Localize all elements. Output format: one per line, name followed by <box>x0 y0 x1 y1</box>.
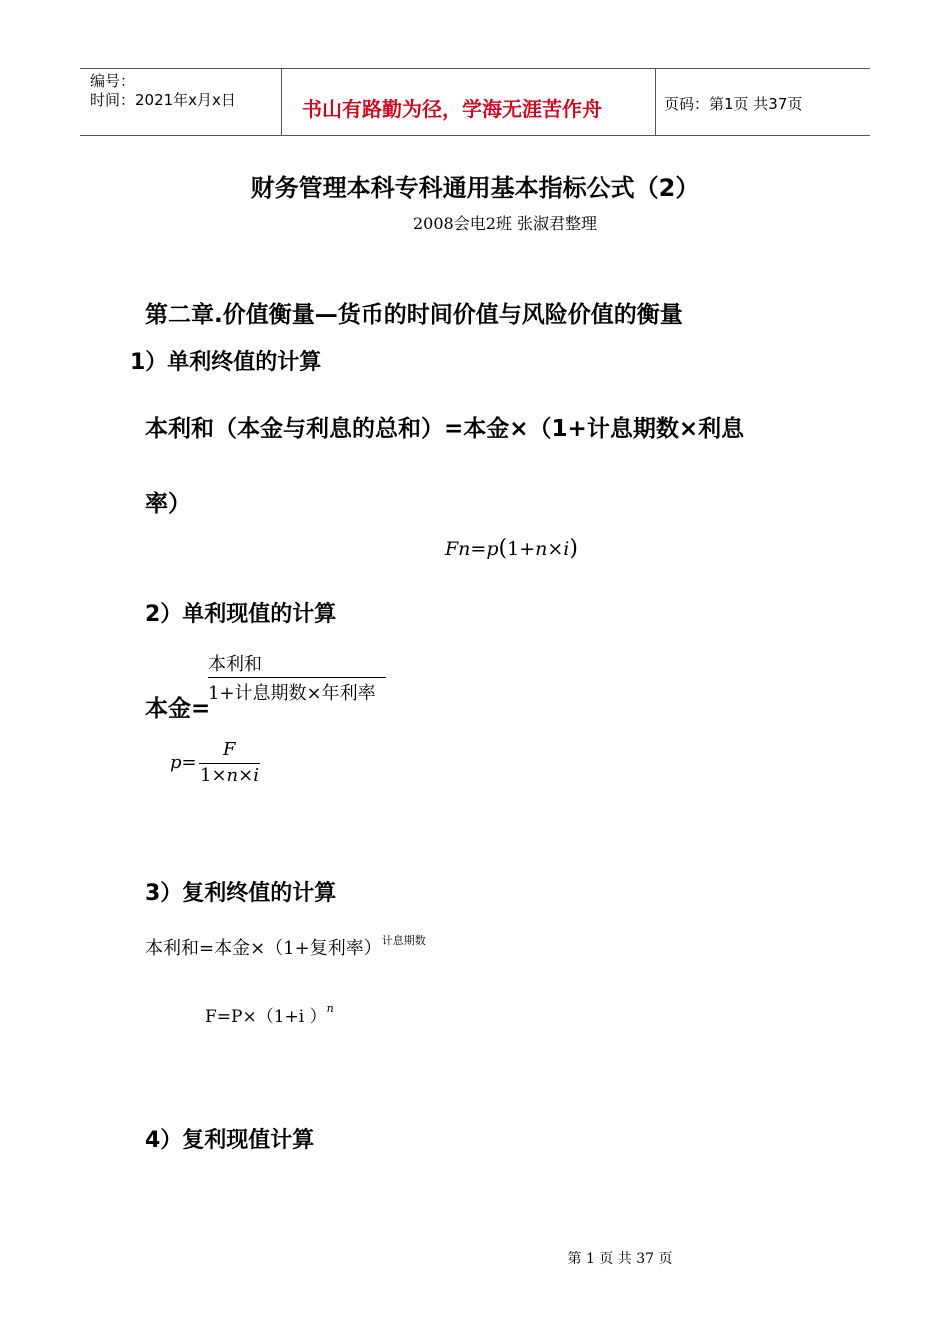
formula-rparen: ) <box>569 536 578 561</box>
formula-compound-superscript: n <box>326 1002 334 1015</box>
fraction-principal-bar <box>208 677 386 678</box>
formula-denom-i: i <box>253 765 259 786</box>
footer-page-number: 第 1 页 共 37 页 <box>567 1251 673 1267</box>
section-1-text-line2: 率） <box>145 491 191 517</box>
formula-lhs-fn: Fn <box>445 538 471 560</box>
header-top-border <box>80 68 870 69</box>
chapter-heading: 第二章.价值衡量—货币的时间价值与风险价值的衡量 <box>145 302 683 328</box>
header-number-label: 编号： <box>90 72 136 90</box>
formula-denom-one-times: 1× <box>200 765 227 786</box>
formula-one-plus: 1+ <box>507 538 536 560</box>
formula-present-bar <box>199 763 260 764</box>
formula-i: i <box>563 538 570 560</box>
formula-simple-future-value <box>445 536 578 561</box>
formula-lparen: ( <box>498 536 508 561</box>
section-4-heading: 4）复利现值计算 <box>145 1128 315 1153</box>
formula-times: × <box>547 538 564 560</box>
formula-present-denominator <box>200 765 259 786</box>
header-divider-right <box>655 68 656 136</box>
section-3-heading: 3）复利终值的计算 <box>145 881 337 906</box>
document-subtitle: 2008会电2班 张淑君整理 <box>413 214 597 233</box>
formula-present-numerator: F <box>223 739 236 760</box>
section-2-text-lhs: 本金= <box>145 696 211 722</box>
formula-compound-main: F=P×（1+i ） <box>205 1007 327 1027</box>
formula-compound-future-value <box>205 1002 334 1027</box>
header-page-info: 页码：第1页 共37页 <box>664 95 803 113</box>
formula-denom-n: n <box>226 765 239 786</box>
formula-n: n <box>535 538 548 560</box>
header-bottom-border <box>80 135 870 136</box>
section-2-heading: 2）单利现值的计算 <box>145 602 337 627</box>
section-3-text-superscript: 计息期数 <box>381 934 426 947</box>
header-motto: 书山有路勤为径，学海无涯苦作舟 <box>302 97 602 121</box>
formula-p: p <box>486 538 499 560</box>
section-1-text-line1: 本利和（本金与利息的总和）=本金×（1+计息期数×利息 <box>145 416 745 442</box>
fraction-principal-numerator: 本利和 <box>208 654 262 675</box>
section-1-heading: 1）单利终值的计算 <box>130 350 322 375</box>
document-title: 财务管理本科专科通用基本指标公式（2） <box>250 174 700 202</box>
section-3-text-main: 本利和=本金×（1+复利率） <box>145 938 382 959</box>
header-divider-left <box>281 68 282 136</box>
formula-denom-times: × <box>238 765 254 786</box>
fraction-principal-denominator: 1+计息期数×年利率 <box>208 683 376 704</box>
header-time-label: 时间：2021年x月x日 <box>90 91 236 109</box>
formula-eq: = <box>470 538 487 560</box>
section-3-text <box>145 932 426 960</box>
formula-present-lhs: p= <box>170 752 197 773</box>
